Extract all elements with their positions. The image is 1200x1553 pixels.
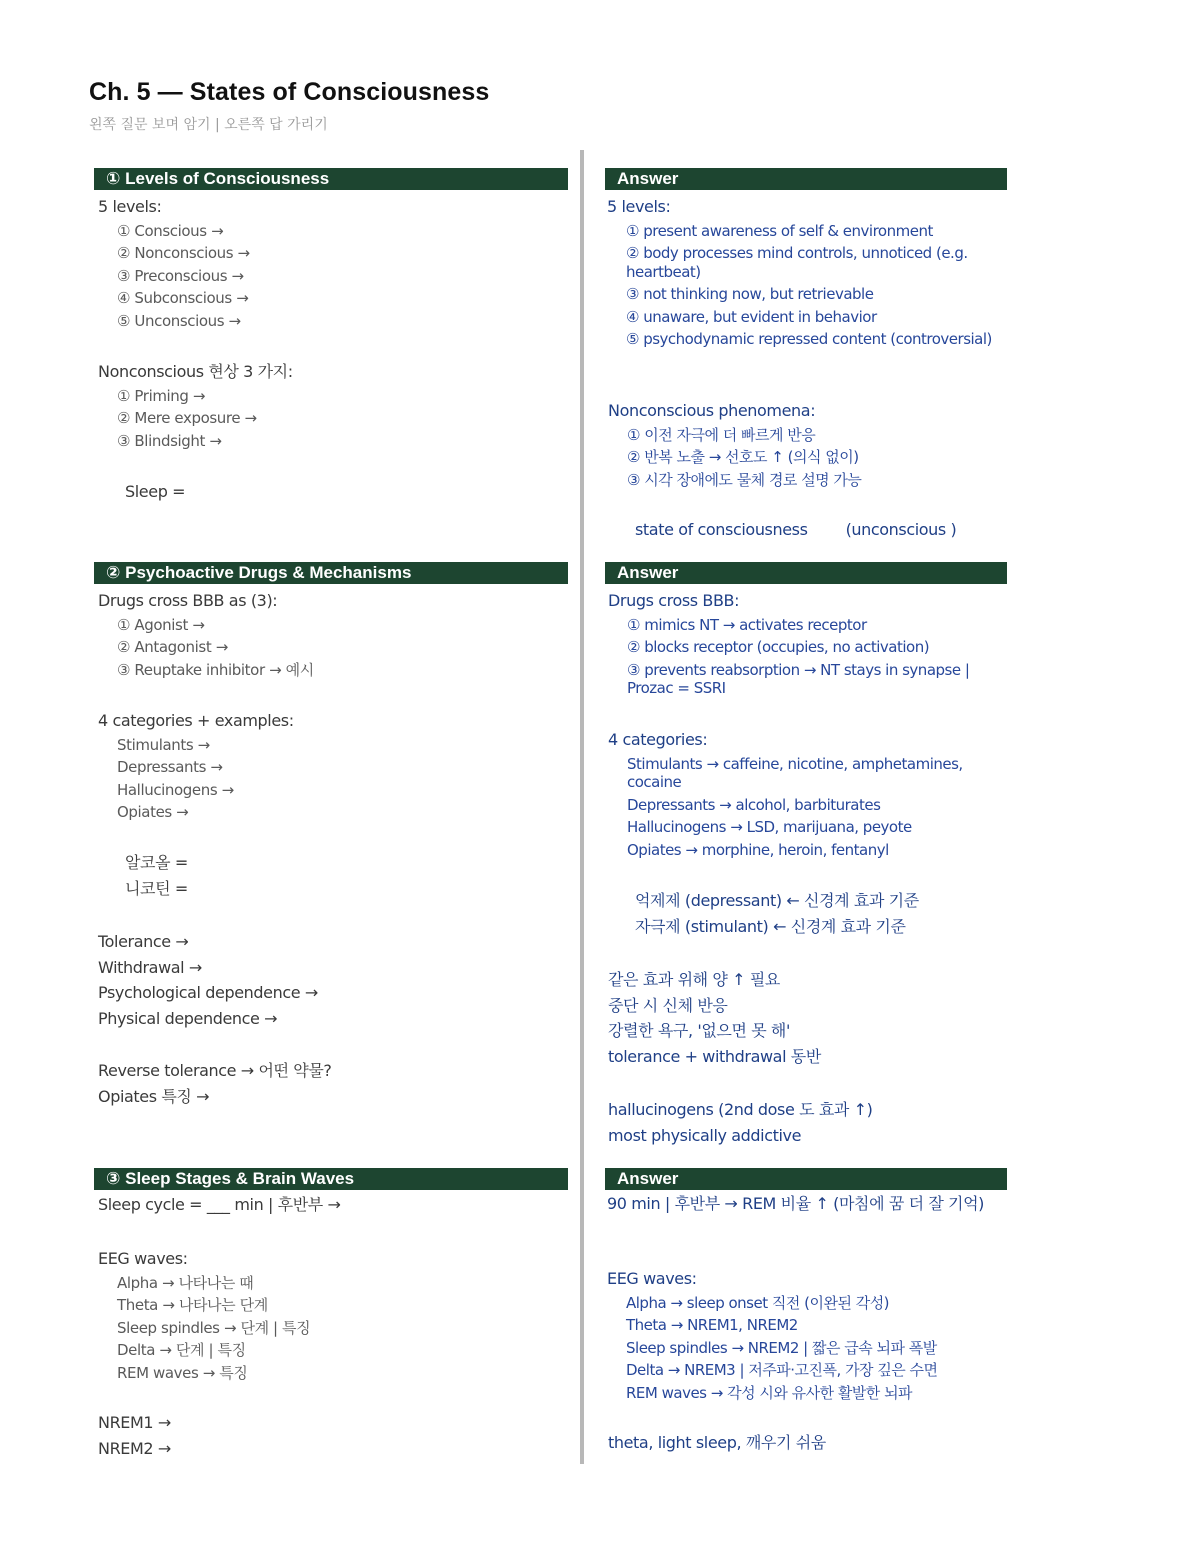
levels-title: 5 levels:	[98, 197, 162, 216]
category-answer: Opiates → morphine, heroin, fentanyl	[627, 840, 889, 859]
level-item: ⑤ Unconscious →	[117, 311, 241, 330]
phenomena-answer: ③ 시각 장애에도 물체 경로 설명 가능	[627, 470, 862, 489]
opiates-answer: most physically addictive	[608, 1125, 802, 1145]
category-answer: Depressants → alcohol, barbiturates	[627, 795, 881, 814]
category-answer: Stimulants → caffeine, nicotine, amphetamines, cocaine	[627, 754, 963, 791]
answer-header: Answer	[605, 1168, 1007, 1190]
categories-title: 4 categories:	[608, 730, 708, 749]
term-item: Psychological dependence →	[98, 983, 318, 1002]
alcohol-nicotine-answer-block	[608, 888, 1007, 939]
term-answer: 같은 효과 위해 양 ↑ 필요	[608, 970, 780, 989]
reverse-tolerance-question: Reverse tolerance → 어떤 약물?	[98, 1061, 332, 1080]
bbb-item: ③ Reuptake inhibitor → 예시	[117, 660, 314, 679]
sleep-question: Sleep =	[125, 482, 186, 501]
section-sleep-answer	[605, 1168, 1007, 1452]
sleep-cycle-answer: 90 min | 후반부 → REM 비율 ↑ (마침에 꿈 더 잘 기억)	[607, 1194, 985, 1213]
term-answer: tolerance + withdrawal 동반	[608, 1046, 821, 1066]
page-title: Ch. 5 — States of Consciousness	[89, 78, 490, 106]
categories-block	[98, 708, 568, 824]
nicotine-answer: 자극제 (stimulant) ← 신경계 효과 기준	[635, 916, 906, 936]
eeg-answer: Sleep spindles → NREM2 | 짧은 급속 뇌파 폭발	[626, 1338, 937, 1357]
bbb-block	[98, 588, 568, 681]
terms-block	[98, 929, 568, 1031]
level-answer: ③ not thinking now, but retrievable	[626, 285, 874, 303]
category-item: Depressants →	[117, 758, 223, 777]
eeg-item: Delta → 단계 | 특징	[117, 1341, 246, 1360]
phenomena-item: ② Mere exposure →	[117, 409, 257, 428]
sleep-answer	[608, 517, 1007, 543]
phenomena-answer: ② 반복 노출 → 선호도 ↑ (의식 없이)	[627, 448, 859, 466]
term-item: Physical dependence →	[98, 1008, 278, 1028]
section-header: ② Psychoactive Drugs & Mechanisms	[94, 562, 568, 584]
phenomena-item: ① Priming →	[117, 386, 206, 405]
bbb-answer: ③ prevents reabsorption → NT stays in synapse | Prozac = SSRI	[627, 660, 970, 697]
phenomena-title: Nonconscious phenomena:	[608, 401, 816, 420]
eeg-answer-block	[607, 1266, 1007, 1404]
eeg-answer: Delta → NREM3 | 저주파·고진폭, 가장 깊은 수면	[626, 1361, 938, 1379]
alcohol-question: 알코올 =	[125, 853, 188, 872]
answer-header: Answer	[605, 168, 1007, 190]
column-divider	[580, 150, 584, 1464]
alcohol-answer: 억제제 (depressant) ← 신경계 효과 기준	[635, 891, 919, 910]
bbb-title: Drugs cross BBB:	[608, 591, 740, 610]
section-levels-answer	[605, 168, 1007, 539]
level-answer: ⑤ psychodynamic repressed content (controversial)	[626, 330, 992, 348]
level-answer: ④ unaware, but evident in behavior	[626, 307, 877, 326]
nrem-block	[98, 1410, 568, 1461]
eeg-item: Alpha → 나타나는 때	[117, 1273, 254, 1292]
eeg-answer: REM waves → 각성 시와 유사한 활발한 뇌파	[626, 1383, 913, 1402]
bbb-answer-block	[608, 588, 1007, 700]
nrem-item: NREM1 →	[98, 1413, 171, 1432]
bbb-item: ② Antagonist →	[117, 638, 228, 657]
term-item: Withdrawal →	[98, 957, 202, 977]
eeg-title: EEG waves:	[98, 1249, 188, 1268]
eeg-item: Sleep spindles → 단계 | 특징	[117, 1318, 311, 1337]
reverse-block	[98, 1058, 568, 1109]
nicotine-question: 니코틴 =	[125, 878, 188, 898]
section-levels-question	[94, 168, 568, 501]
category-item: Stimulants →	[117, 735, 210, 754]
bbb-answer: ② blocks receptor (occupies, no activation)	[627, 638, 930, 656]
categories-title: 4 categories + examples:	[98, 711, 294, 730]
bbb-title: Drugs cross BBB as (3):	[98, 591, 278, 610]
category-item: Hallucinogens →	[117, 780, 234, 799]
eeg-title: EEG waves:	[607, 1269, 697, 1288]
sleep-answer-note: (unconscious )	[845, 520, 957, 539]
category-answer: Hallucinogens → LSD, marijuana, peyote	[627, 818, 912, 836]
level-item: ③ Preconscious →	[117, 266, 244, 285]
level-item: ② Nonconscious →	[117, 244, 250, 263]
eeg-item: Theta → 나타나는 단계	[117, 1296, 268, 1315]
eeg-answer: Theta → NREM1, NREM2	[626, 1316, 798, 1334]
nrem-answer: theta, light sleep, 깨우기 쉬움	[608, 1433, 826, 1452]
phenomena-item: ③ Blindsight →	[117, 431, 222, 450]
section-drugs-question	[94, 562, 568, 1106]
sleep-answer-main: state of consciousness	[635, 520, 808, 539]
section-drugs-answer	[605, 562, 1007, 1145]
levels-block	[98, 194, 568, 332]
opiates-question: Opiates 특징 →	[98, 1086, 210, 1106]
term-answer: 중단 시 신체 반응	[608, 995, 728, 1015]
reverse-answer-block	[608, 1097, 1007, 1148]
terms-answer-block	[608, 967, 1007, 1069]
eeg-block	[98, 1246, 568, 1384]
eeg-answer: Alpha → sleep onset 직전 (이완된 각성)	[626, 1293, 890, 1312]
eeg-item: REM waves → 특징	[117, 1363, 248, 1382]
levels-answer-block	[607, 194, 1007, 351]
category-item: Opiates →	[117, 803, 189, 822]
term-answer: 강렬한 욕구, '없으면 못 해'	[608, 1021, 790, 1040]
level-answer: ② body processes mind controls, unnoticed (e.g. heartbeat)	[626, 244, 968, 281]
nrem-item: NREM2 →	[98, 1438, 171, 1458]
reverse-tolerance-answer: hallucinogens (2nd dose 도 효과 ↑)	[608, 1100, 873, 1119]
answer-header: Answer	[605, 562, 1007, 584]
page-subtitle: 왼쪽 질문 보며 암기 | 오른쪽 답 가리기	[89, 117, 328, 133]
levels-title: 5 levels:	[607, 197, 671, 216]
alcohol-nicotine-block	[98, 850, 568, 901]
section-header: ① Levels of Consciousness	[94, 168, 568, 190]
phenomena-answer-block	[608, 398, 1007, 491]
bbb-answer: ① mimics NT → activates receptor	[627, 615, 867, 634]
phenomena-title: Nonconscious 현상 3 가지:	[98, 362, 293, 381]
level-item: ① Conscious →	[117, 221, 224, 240]
bbb-item: ① Agonist →	[117, 615, 205, 634]
sleep-cycle-question: Sleep cycle = ___ min | 후반부 →	[98, 1195, 341, 1214]
phenomena-block	[98, 359, 568, 452]
section-header: ③ Sleep Stages & Brain Waves	[94, 1168, 568, 1190]
level-item: ④ Subconscious →	[117, 289, 249, 308]
term-item: Tolerance →	[98, 932, 189, 951]
phenomena-answer: ① 이전 자극에 더 빠르게 반응	[627, 425, 816, 444]
categories-answer-block	[608, 727, 1007, 861]
section-sleep-question	[94, 1168, 568, 1458]
level-answer: ① present awareness of self & environment	[626, 221, 933, 240]
